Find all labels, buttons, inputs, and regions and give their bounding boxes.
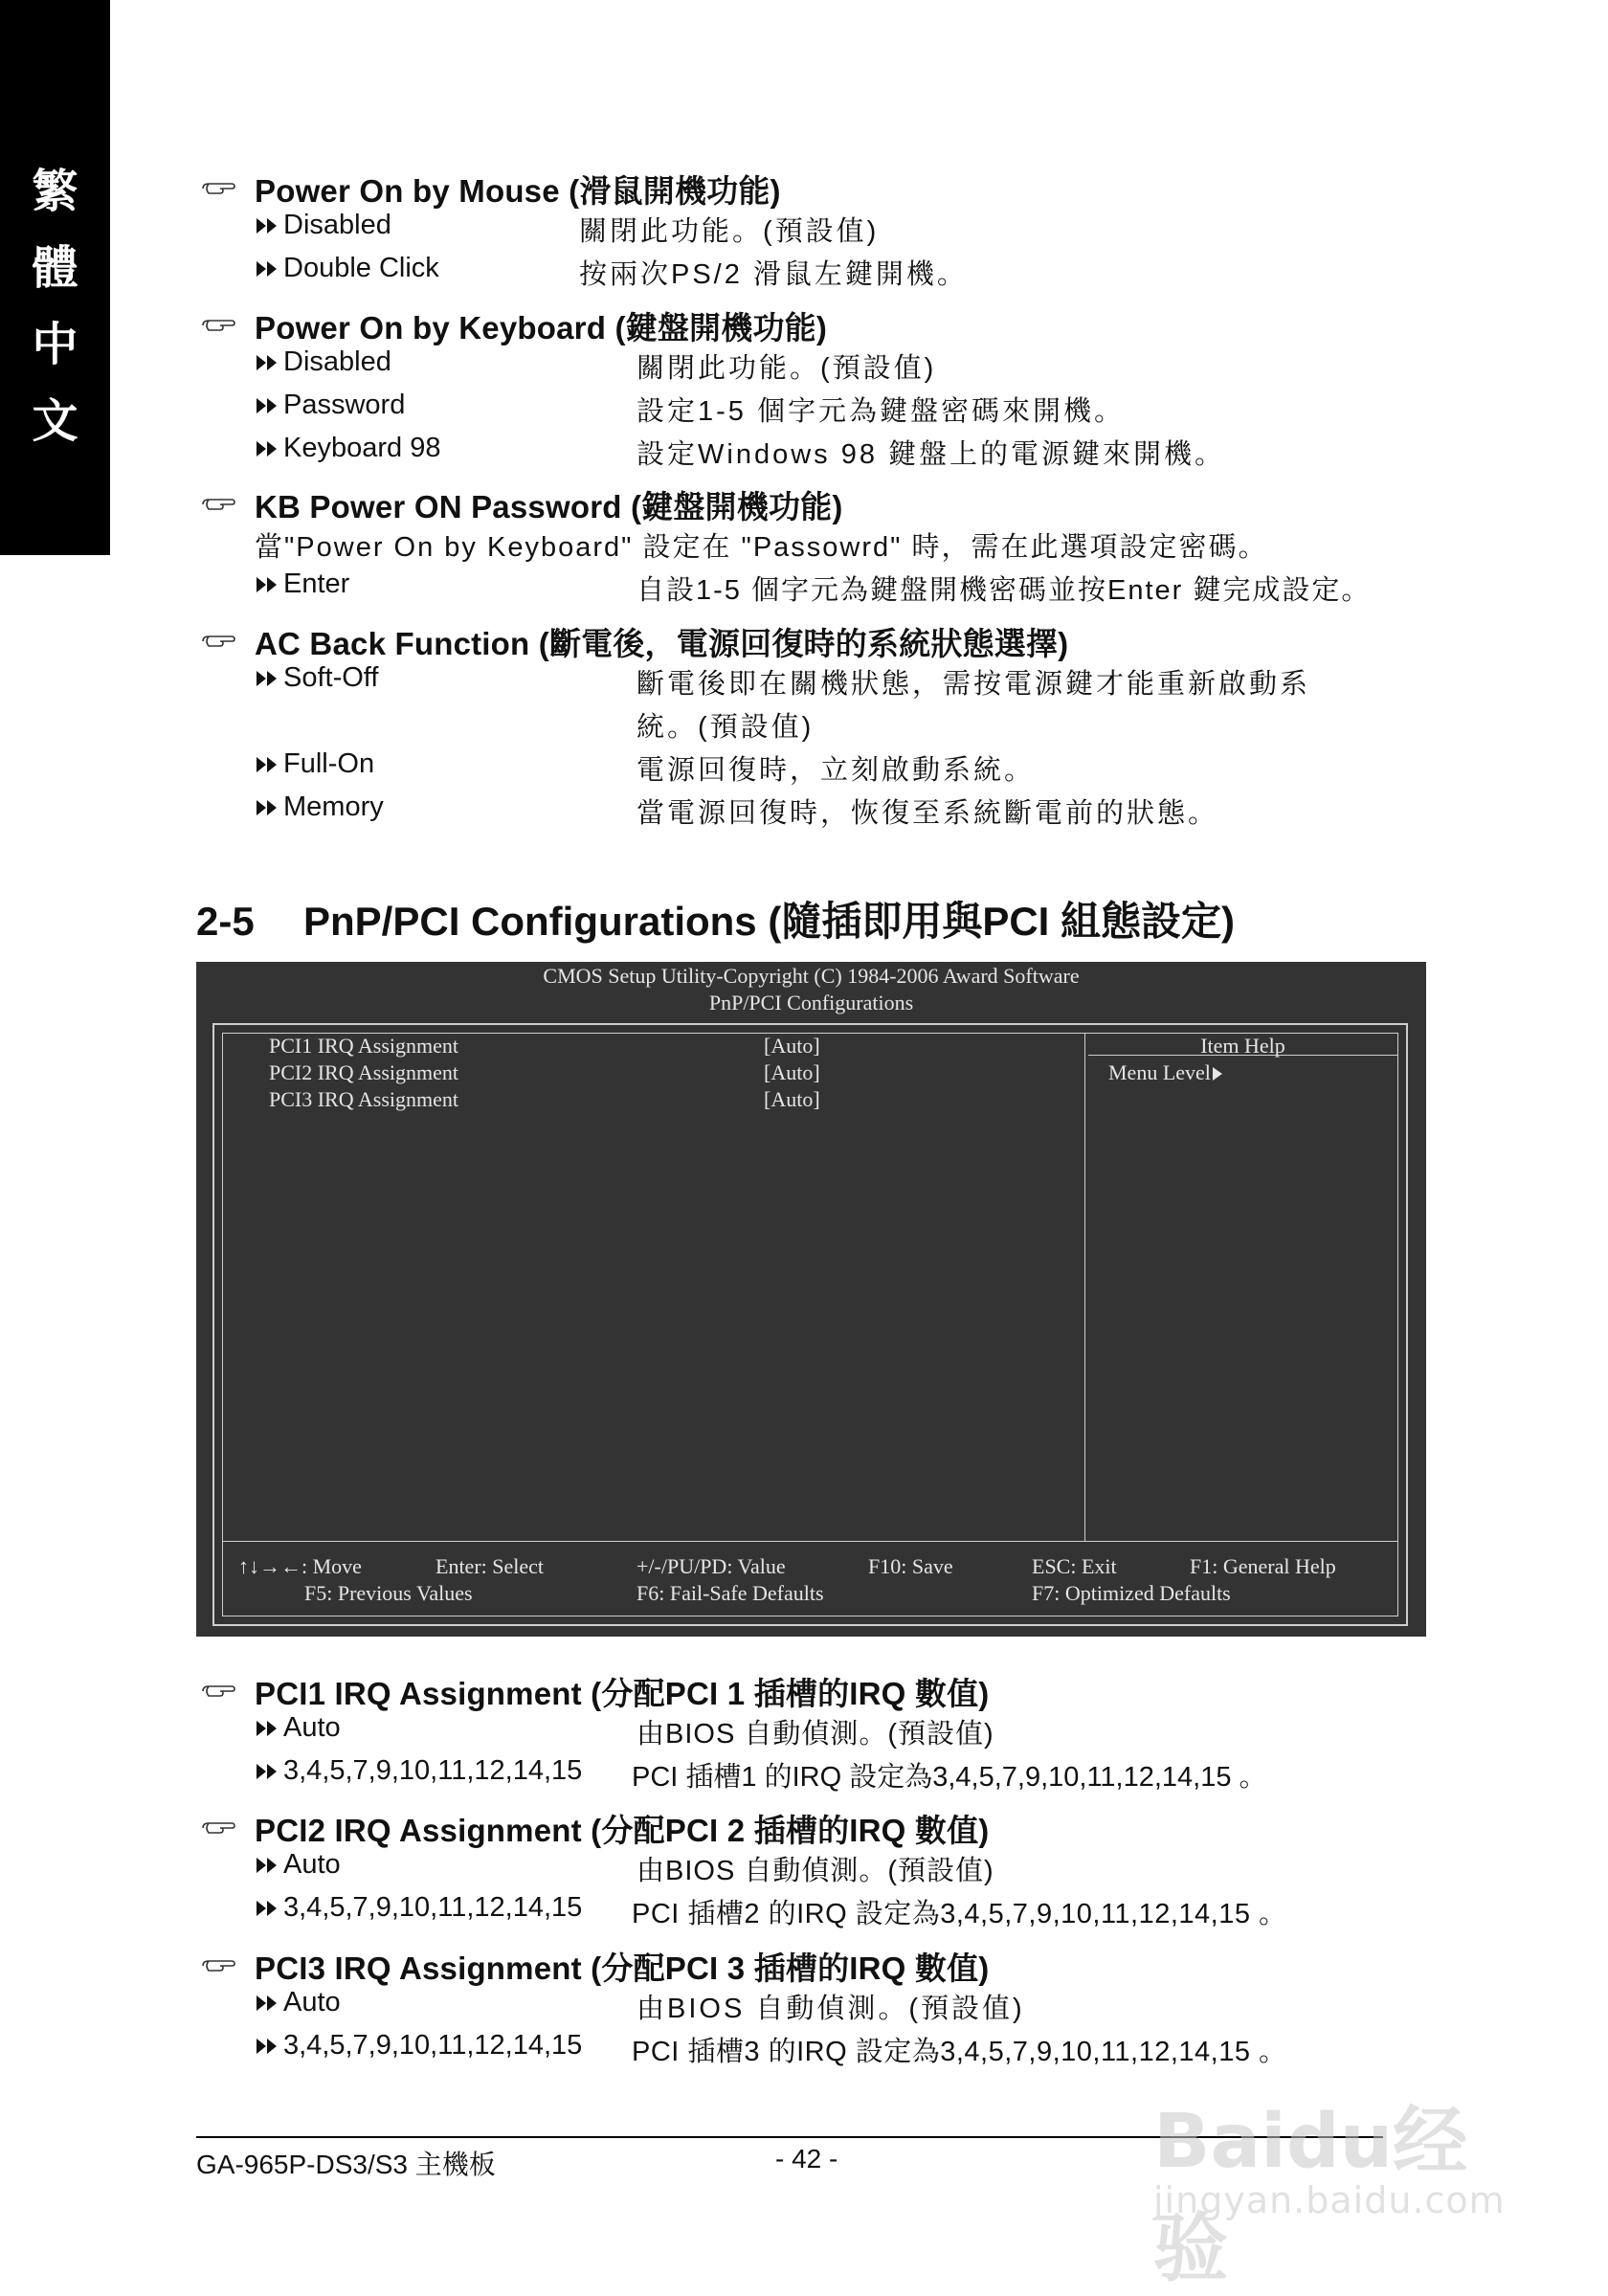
section-power-on-mouse bbox=[201, 167, 968, 296]
option-desc: PCI 插槽2 的IRQ 設定為3,4,5,7,9,10,11,12,14,15 。 bbox=[632, 1899, 1287, 1929]
watermark-logo: Baidu经验 bbox=[1153, 2099, 1468, 2292]
section-power-on-keyboard bbox=[201, 304, 1226, 476]
double-arrow-icon bbox=[255, 1993, 279, 2014]
option-label: Disabled bbox=[283, 210, 391, 240]
pointing-hand-icon bbox=[201, 1683, 235, 1700]
pointing-hand-icon bbox=[201, 496, 235, 513]
pointing-hand-icon bbox=[201, 317, 235, 334]
option-row bbox=[201, 748, 1068, 791]
option-label: Auto bbox=[283, 1987, 341, 2017]
bios-item-pci1-irq[interactable] bbox=[269, 1034, 458, 1059]
option-desc: 由BIOS 自動偵測。(預設值) bbox=[636, 1856, 994, 1886]
option-desc: 關閉此功能。(預設值) bbox=[579, 216, 880, 247]
bios-item-value[interactable]: [Auto] bbox=[764, 1034, 820, 1058]
key-hint-help: F1: General Help bbox=[1190, 1554, 1336, 1578]
double-arrow-icon bbox=[255, 1718, 279, 1739]
footer-page-number: - 42 - bbox=[775, 2144, 838, 2173]
side-tab-char: 繁 bbox=[32, 165, 78, 218]
double-arrow-icon bbox=[255, 1855, 279, 1876]
section-title: PCI2 IRQ Assignment (分配PCI 2 插槽的IRQ 數值) bbox=[255, 1812, 990, 1848]
option-desc: 自設1-5 個字元為鍵盤開機密碼並按Enter 鍵完成設定。 bbox=[636, 575, 1372, 606]
option-row bbox=[201, 1987, 1025, 2030]
option-desc: 由BIOS 自動偵測。(預設值) bbox=[636, 1994, 1025, 2024]
section-title: PCI1 IRQ Assignment (分配PCI 1 插槽的IRQ 數值) bbox=[255, 1675, 990, 1711]
double-arrow-icon bbox=[255, 668, 279, 689]
section-title: KB Power ON Password (鍵盤開機功能) bbox=[255, 488, 843, 524]
bios-item-label: PCI3 IRQ Assignment bbox=[269, 1087, 459, 1111]
watermark-url: jingyan.baidu.com bbox=[1153, 2179, 1506, 2221]
option-row bbox=[201, 1755, 1267, 1798]
option-desc: PCI 插槽3 的IRQ 設定為3,4,5,7,9,10,11,12,14,15 。 bbox=[632, 2037, 1287, 2067]
option-desc-continued: 統。(預設值) bbox=[636, 712, 815, 743]
option-label: Full-On bbox=[283, 748, 375, 779]
bios-title-line2: PnP/PCI Configurations bbox=[708, 991, 914, 1014]
side-tab-char: 體 bbox=[32, 241, 78, 295]
option-desc: 關閉此功能。(預設值) bbox=[636, 353, 937, 384]
option-label: Double Click bbox=[283, 253, 439, 283]
section-note: 當"Power On by Keyboard" 設定在 "Passowrd" 時，需在此選項設定密碼。 bbox=[255, 532, 1268, 563]
option-row bbox=[201, 210, 880, 253]
section-pci2-irq bbox=[201, 1807, 1287, 1935]
baidu-watermark bbox=[1153, 2082, 1527, 2292]
section-title: AC Back Function (斷電後，電源回復時的系統狀態選擇) bbox=[255, 625, 1069, 661]
option-label: Soft-Off bbox=[283, 662, 379, 693]
option-row bbox=[201, 568, 1372, 612]
key-hint-failsafe: F6: Fail-Safe Defaults bbox=[636, 1581, 824, 1605]
option-row bbox=[201, 433, 1226, 476]
double-arrow-icon bbox=[255, 1761, 279, 1782]
bios-frame bbox=[212, 1023, 1408, 1626]
double-arrow-icon bbox=[255, 258, 279, 279]
double-arrow-icon bbox=[255, 754, 279, 775]
key-hint-move: ↑↓→←: Move bbox=[238, 1554, 362, 1578]
option-row bbox=[201, 390, 1125, 433]
side-tab-char: 中 bbox=[32, 318, 78, 371]
menu-level-label bbox=[1108, 1060, 1222, 1085]
option-row bbox=[201, 253, 968, 296]
bios-item-value[interactable]: [Auto] bbox=[764, 1060, 820, 1084]
option-row bbox=[201, 1849, 994, 1892]
option-desc: 設定Windows 98 鍵盤上的電源鍵來開機。 bbox=[636, 439, 1226, 470]
key-hint-value: +/-/PU/PD: Value bbox=[636, 1554, 786, 1578]
option-label: 3,4,5,7,9,10,11,12,14,15 bbox=[283, 1892, 583, 1923]
option-desc: 設定1-5 個字元為鍵盤密碼來開機。 bbox=[636, 396, 1125, 427]
triangle-right-icon bbox=[1213, 1067, 1222, 1081]
side-tab-char: 文 bbox=[32, 394, 78, 448]
double-arrow-icon bbox=[255, 574, 279, 595]
option-desc: 按兩次PS/2 滑鼠左鍵開機。 bbox=[579, 259, 968, 290]
key-hint-select: Enter: Select bbox=[436, 1554, 545, 1578]
menu-level-text: Menu Level bbox=[1108, 1060, 1211, 1084]
option-label: Memory bbox=[283, 791, 384, 822]
option-label: 3,4,5,7,9,10,11,12,14,15 bbox=[283, 2030, 583, 2061]
option-row bbox=[201, 2030, 1287, 2073]
section-title: PCI3 IRQ Assignment (分配PCI 3 插槽的IRQ 數值) bbox=[255, 1950, 990, 1986]
pointing-hand-icon bbox=[201, 180, 235, 197]
section-pci3-irq bbox=[201, 1945, 1287, 2073]
option-label: Disabled bbox=[283, 346, 391, 377]
option-row bbox=[201, 1712, 994, 1755]
option-desc: PCI 插槽1 的IRQ 設定為3,4,5,7,9,10,11,12,14,15 。 bbox=[632, 1762, 1267, 1793]
option-label: Keyboard 98 bbox=[283, 433, 441, 463]
bios-divider bbox=[223, 1541, 1397, 1542]
option-label: Auto bbox=[283, 1849, 341, 1880]
footer-model: GA-965P-DS3/S3 主機板 bbox=[196, 2150, 496, 2179]
bios-item-pci3-irq[interactable] bbox=[269, 1087, 458, 1112]
option-desc: 當電源回復時，恢復至系統斷電前的狀態。 bbox=[636, 798, 1219, 829]
bios-item-label: PCI1 IRQ Assignment bbox=[269, 1034, 459, 1058]
key-hint-exit: ESC: Exit bbox=[1032, 1554, 1117, 1578]
key-hint-optimized: F7: Optimized Defaults bbox=[1032, 1581, 1231, 1605]
key-hint-previous: F5: Previous Values bbox=[304, 1581, 473, 1605]
option-row bbox=[201, 1892, 1287, 1935]
section-ac-back-function bbox=[201, 620, 1311, 835]
section-kb-power-on-password bbox=[201, 483, 1372, 612]
section-pci1-irq bbox=[201, 1670, 1267, 1798]
option-label: Enter bbox=[283, 568, 350, 599]
option-row bbox=[201, 791, 1219, 835]
pointing-hand-icon bbox=[201, 1957, 235, 1974]
bios-divider bbox=[1084, 1034, 1085, 1541]
pointing-hand-icon bbox=[201, 633, 235, 650]
option-label: Auto bbox=[283, 1712, 341, 1743]
option-desc: 由BIOS 自動偵測。(預設值) bbox=[636, 1719, 994, 1750]
option-row bbox=[201, 662, 1311, 748]
double-arrow-icon bbox=[255, 352, 279, 373]
double-arrow-icon bbox=[255, 395, 279, 416]
section-heading bbox=[196, 890, 1235, 947]
section-title: Power On by Mouse (滑鼠開機功能) bbox=[255, 172, 781, 209]
item-help-header: Item Help bbox=[1088, 1034, 1397, 1056]
option-desc: 電源回復時，立刻啟動系統。 bbox=[636, 755, 1036, 786]
heading-number: 2-5 bbox=[196, 899, 255, 944]
bios-item-value[interactable]: [Auto] bbox=[764, 1087, 820, 1111]
bios-title-line1: CMOS Setup Utility-Copyright (C) 1984-2006 Award Software bbox=[543, 964, 1080, 988]
bios-item-pci2-irq[interactable] bbox=[269, 1060, 458, 1085]
heading-text: PnP/PCI Configurations (隨插即用與PCI 組態設定) bbox=[303, 899, 1235, 944]
double-arrow-icon bbox=[255, 1898, 279, 1919]
double-arrow-icon bbox=[255, 215, 279, 236]
option-desc: 斷電後即在關機狀態，需按電源鍵才能重新啟動系 bbox=[636, 669, 1311, 700]
bios-screenshot bbox=[196, 962, 1426, 1637]
double-arrow-icon bbox=[255, 2036, 279, 2057]
option-label: 3,4,5,7,9,10,11,12,14,15 bbox=[283, 1755, 583, 1786]
language-side-tab bbox=[0, 0, 110, 555]
key-hint-save: F10: Save bbox=[868, 1554, 953, 1578]
double-arrow-icon bbox=[255, 797, 279, 818]
bios-item-label: PCI2 IRQ Assignment bbox=[269, 1060, 459, 1084]
option-label: Password bbox=[283, 390, 406, 420]
section-title: Power On by Keyboard (鍵盤開機功能) bbox=[255, 309, 828, 346]
option-row bbox=[201, 346, 937, 390]
pointing-hand-icon bbox=[201, 1819, 235, 1837]
bios-inner-frame bbox=[222, 1033, 1398, 1616]
double-arrow-icon bbox=[255, 438, 279, 459]
